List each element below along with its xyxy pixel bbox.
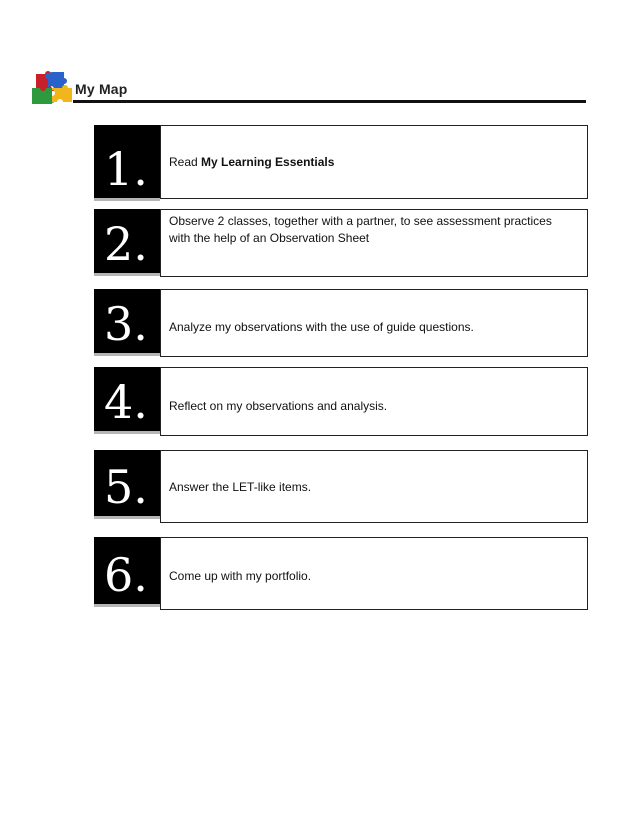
step-number: 1. [94, 125, 160, 198]
step-text-box [160, 367, 588, 436]
step-text-prefix: Read [169, 154, 202, 169]
step-number: 2. [94, 209, 160, 273]
step-text [169, 154, 334, 171]
step-text-box [160, 125, 588, 199]
step-text: Reflect on my observations and analysis. [169, 399, 388, 413]
step-text [169, 213, 552, 247]
step-text-box [160, 289, 588, 357]
step-number: 5. [94, 450, 160, 516]
step-text-box [160, 209, 588, 277]
step-text-box [160, 537, 588, 610]
step-number: 3. [94, 289, 160, 353]
page-title: My Map [75, 81, 128, 97]
step-number: 6. [94, 537, 160, 604]
step-number: 4. [94, 367, 160, 431]
step-text: Answer the LET-like items. [169, 480, 312, 494]
step-text: Come up with my portfolio. [169, 569, 312, 583]
step-text-bold: My Learning Essentials [201, 154, 335, 169]
step-text-box [160, 450, 588, 523]
step-text-line: Observe 2 classes, together with a partner, to see assessment practices [169, 214, 552, 228]
step-text: Analyze my observations with the use of guide questions. [169, 320, 474, 334]
step-text-line: with the help of an Observation Sheet [169, 231, 370, 245]
